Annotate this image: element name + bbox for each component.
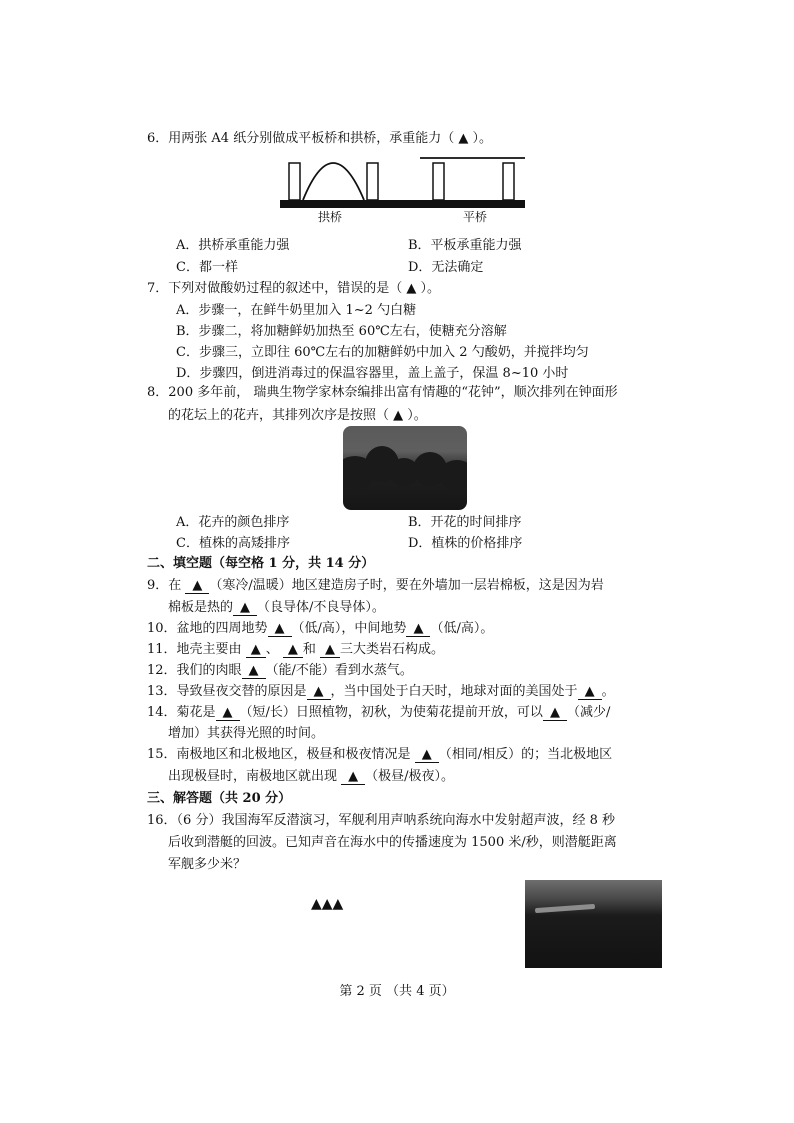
q8-option-d: D．植株的价格排序: [408, 536, 523, 551]
q6-option-c: C．都一样: [176, 260, 238, 275]
q12-blank-1: ▲: [242, 664, 266, 679]
q9-blank-1: ▲: [185, 579, 209, 594]
q7-option-c: C．步骤三，立即往 60℃左右的加糖鲜奶中加入 2 勺酸奶，并搅拌均匀: [176, 345, 589, 360]
q10-blank-2: ▲: [406, 622, 430, 637]
q10: 10．盆地的四周地势 ▲ （低/高），中间地势 ▲ （低/高）。: [147, 621, 494, 636]
flat-pier-right: [503, 163, 514, 200]
q8-line2: 的花坛上的花卉，其排列次序是按照（ ▲ ）。: [168, 408, 427, 423]
q15-line2: 出现极昼时，南极地区就出现 ▲ （极昼/极夜）。: [168, 769, 455, 784]
q12: 12．我们的肉眼 ▲ （能/不能）看到水蒸气。: [147, 663, 413, 678]
arch-curve: [303, 163, 364, 200]
q6-option-b: B．平板承重能力强: [408, 238, 522, 253]
q16-line3: 军舰多少米？: [168, 857, 247, 872]
q13: 13．导致昼夜交替的原因是 ▲ ，当中国处于白天时，地球对面的美国处于 ▲ 。: [147, 684, 615, 699]
q16-answer-marks: ▲▲▲: [311, 896, 344, 912]
q11-blank-3: ▲: [320, 643, 340, 658]
flat-pier-left: [433, 163, 444, 200]
q15-blank-2: ▲: [341, 770, 365, 785]
q7-option-b: B．步骤二，将加糖鲜奶加热至 60℃左右，使糖充分溶解: [176, 324, 507, 339]
q8-line1: 8．200 多年前， 瑞典生物学家林奈编排出富有情趣的“花钟”，顺次排列在钟面形: [147, 385, 618, 400]
arch-pier-left: [289, 163, 300, 200]
q7-text: 7．下列对做酸奶过程的叙述中，错误的是（ ▲ ）。: [147, 281, 441, 296]
q13-blank-1: ▲: [307, 685, 331, 700]
section2-title: 二、填空题（每空格 1 分，共 14 分）: [147, 556, 375, 571]
q14-line2: 增加）其获得光照的时间。: [168, 726, 325, 741]
q6-option-a: A．拱桥承重能力强: [176, 238, 290, 253]
section3-title: 三、解答题（共 20 分）: [147, 791, 292, 806]
q9-line2: 棉板是热的 ▲ （良导体/不良导体）。: [168, 600, 385, 615]
bridge-base: [280, 200, 525, 208]
q11: 11．地壳主要由 ▲ 、 ▲ 和 ▲ 三大类岩石构成。: [147, 642, 444, 657]
q14-blank-2: ▲: [543, 706, 567, 721]
flat-label: 平桥: [463, 210, 488, 224]
page-footer: 第 2 页 （共 4 页）: [339, 984, 455, 999]
q11-blank-1: ▲: [246, 643, 266, 658]
q6-option-d: D．无法确定: [408, 260, 484, 275]
q14-line1: 14．菊花是 ▲ （短/长）日照植物，初秋，为使菊花提前开放，可以 ▲ （减少/: [147, 705, 611, 720]
q9-blank-2: ▲: [233, 601, 257, 616]
arch-pier-right: [367, 163, 378, 200]
q7-option-a: A．步骤一，在鲜牛奶里加入 1~2 勺白糖: [176, 303, 417, 318]
q11-blank-2: ▲: [283, 643, 303, 658]
q16-line1: 16．（6 分）我国海军反潜演习，军舰利用声呐系统向海水中发射超声波，经 8 秒: [147, 813, 615, 828]
q8-option-b: B．开花的时间排序: [408, 515, 522, 530]
q14-blank-1: ▲: [216, 706, 240, 721]
submarine-photo: [525, 880, 662, 968]
q9-line1: 9．在 ▲ （寒冷/温暖）地区建造房子时，要在外墙加一层岩棉板，这是因为岩: [147, 578, 604, 593]
q15-blank-1: ▲: [415, 748, 439, 763]
arch-label: 拱桥: [318, 210, 343, 224]
q15-line1: 15．南极地区和北极地区，极昼和极夜情况是 ▲ （相同/相反）的；当北极地区: [147, 747, 613, 762]
q10-blank-1: ▲: [268, 622, 292, 637]
q8-option-a: A．花卉的颜色排序: [176, 515, 290, 530]
q13-blank-2: ▲: [578, 685, 602, 700]
q7-option-d: D．步骤四，倒进消毒过的保温容器里，盖上盖子，保温 8~10 小时: [176, 366, 569, 381]
q16-line2: 后收到潜艇的回波。已知声音在海水中的传播速度为 1500 米/秒，则潜艇距离: [168, 835, 617, 850]
flower-clock-photo: [343, 426, 467, 510]
q8-option-c: C．植株的高矮排序: [176, 536, 290, 551]
q6-text: 6．用两张 A4 纸分别做成平板桥和拱桥，承重能力（ ▲ ）。: [147, 131, 492, 146]
